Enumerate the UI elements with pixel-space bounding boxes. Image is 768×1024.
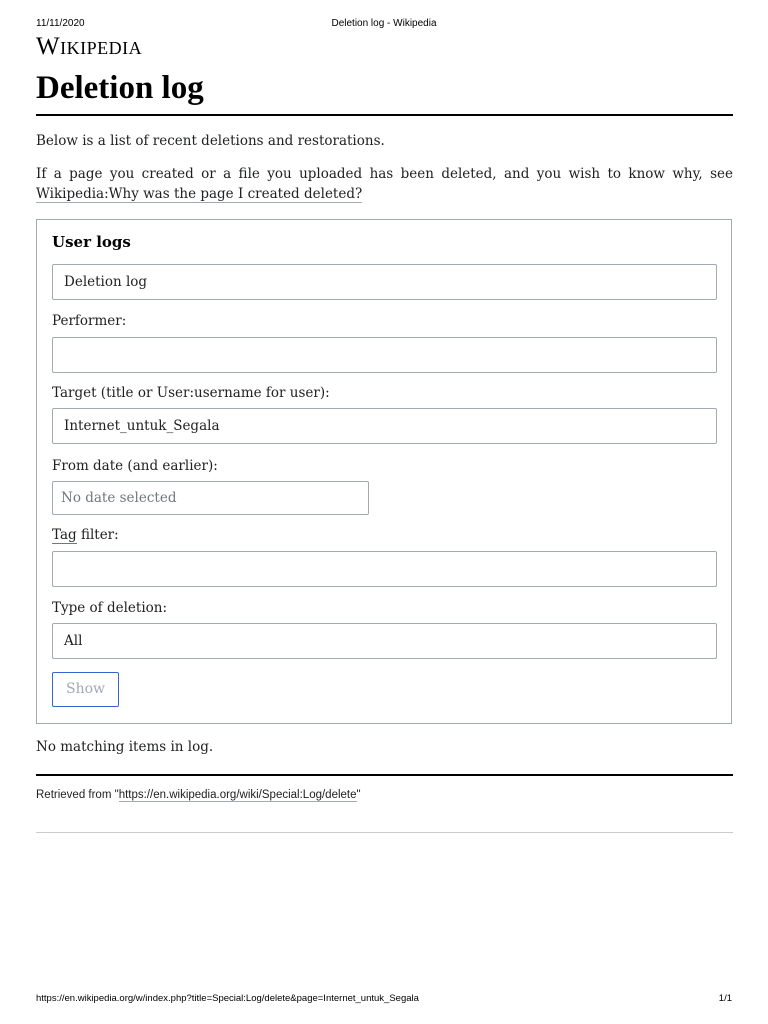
intro-text: Below is a list of recent deletions and restorations. (36, 133, 385, 149)
intro-help-prefix: If a page you created or a file you uploaded has been deleted, and you wish to know why, see (36, 166, 733, 182)
retrieved-prefix: Retrieved from " (36, 789, 119, 801)
print-url: https://en.wikipedia.org/w/index.php?title=Special:Log/delete&page=Internet_untuk_Segala (36, 993, 419, 1004)
form-legend: User logs (52, 233, 131, 251)
log-type-dropdown[interactable]: Deletion log (52, 264, 717, 300)
title-divider (36, 114, 733, 116)
print-header (36, 18, 732, 32)
page-title: Deletion log (36, 70, 204, 106)
tag-filter-label-rest: filter: (76, 527, 119, 543)
tag-filter-label (52, 527, 119, 543)
target-input[interactable]: Internet_untuk_Segala (52, 408, 717, 444)
print-date: 11/11/2020 (36, 18, 85, 29)
intro-help-text (36, 164, 733, 204)
target-label: Target (title or User:username for user): (52, 385, 330, 401)
retrieved-from (36, 789, 361, 801)
deletion-type-label: Type of deletion: (52, 600, 168, 616)
why-deleted-link[interactable]: Wikipedia:Why was the page I created deleted? (36, 186, 363, 202)
no-results-message: No matching items in log. (36, 739, 214, 755)
retrieved-url-link[interactable]: https://en.wikipedia.org/wiki/Special:Log/delete (118, 789, 357, 801)
print-footer (36, 993, 732, 1007)
from-date-picker[interactable]: No date selected (52, 481, 369, 515)
retrieved-suffix: " (356, 789, 361, 801)
wikipedia-wordmark[interactable]: Wikipedia (36, 33, 143, 60)
from-date-label: From date (and earlier): (52, 458, 218, 474)
deletion-type-dropdown[interactable]: All (52, 623, 717, 659)
performer-label: Performer: (52, 313, 127, 329)
performer-input[interactable] (52, 337, 717, 373)
print-doc-title: Deletion log - Wikipedia (331, 18, 437, 29)
footer-divider (36, 832, 733, 833)
show-button[interactable]: Show (52, 672, 119, 707)
tag-help-link[interactable]: Tag (52, 527, 77, 543)
tag-filter-input[interactable] (52, 551, 717, 587)
print-page-number: 1/1 (718, 993, 732, 1004)
content-end-divider (36, 774, 733, 776)
